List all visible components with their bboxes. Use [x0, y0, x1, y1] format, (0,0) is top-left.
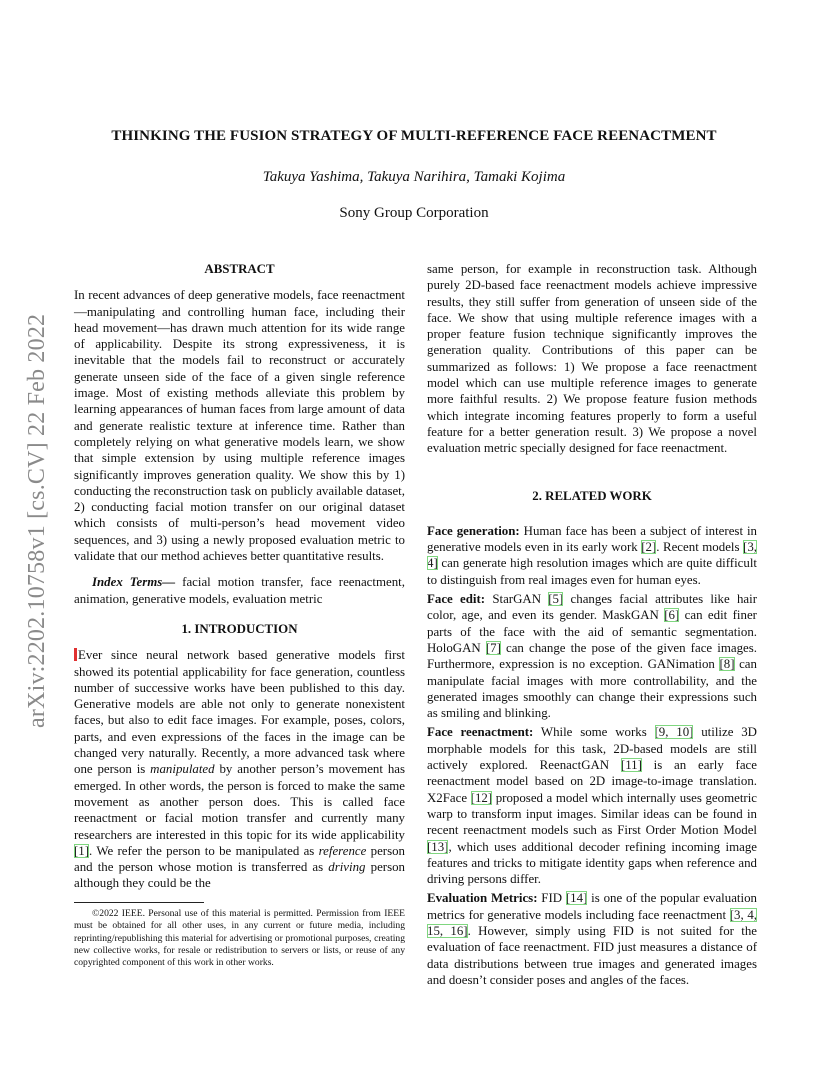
index-terms-text: facial motion transfer, face reenactment, animation, generative models, evaluation metric: [74, 575, 405, 606]
abstract-heading: ABSTRACT: [204, 262, 275, 276]
citation-link[interactable]: [3, 4]: [427, 540, 757, 571]
index-terms-label: Index Terms—: [92, 575, 176, 590]
footnote-block: [74, 902, 405, 970]
citation-link[interactable]: [11]: [620, 758, 642, 773]
face-reenactment-paragraph: Face reenactment: While some works [9, 10] utilize 3D morphable models for this task, 2D-based models are still actively explored. ReenactGAN [11] is an early face reenactment model based on 2D image-to-image translation. X2Face [12] proposed a model which internally uses geometric warp to transform input images. Similar ideas can be found in recent reenactment models such as First Order Motion Model [13], which uses additional decoder refining incoming image features and tricks to mitigate identity gaps when reference and driving persons differ.: [427, 725, 758, 887]
abstract-text: In recent advances of deep generative models, face reenactment —manipulating and controlling human face, including their head movement—has drawn much attention for its wide range of applicability. Despite its strong expressiveness, it is inevitable that the models fail to reconstruct or accurately generate unseen side of the face of a given single reference image. Most of existing methods alleviate this problem by learning appearances of human faces from large amount of data and generate realistic texture at inference time. Rather than completely relying on what generative models learn, we show that simple extension by using multiple reference images significantly improves generation quality. We show this by 1) conducting the reconstruction task on publicly available dataset, 2) conducting facial motion transfer on our original dataset which consists of multi-person’s head movement video sequences, and 3) using a newly proposed evaluation metric to validate that our method achieves better quantitative results.: [74, 288, 405, 564]
paper-title: THINKING THE FUSION STRATEGY OF MULTI-REFERENCE FACE REENACTMENT: [111, 128, 717, 144]
face-generation-paragraph: Face generation: Human face has been a subject of interest in generative models even in its early work [2]. Recent models [3, 4] can generate high resolution images which are quite difficult to distinguish from real images even for human eyes.: [427, 523, 757, 587]
evaluation-metrics-paragraph: Evaluation Metrics: FID [14] is one of the popular evaluation metrics for generative models including face reenactment [3, 4, 15, 16]. However, simply using FID is not suited for the evaluation of face reenactment. FID just measures a distance of data distributions between true images and generated images and doesn’t consider poses and angles of the faces.: [427, 891, 757, 987]
left-column: [74, 261, 405, 970]
index-terms: [74, 574, 405, 607]
citation-link[interactable]: [12]: [470, 790, 493, 805]
citation-link[interactable]: [1]: [74, 843, 90, 858]
citation-link[interactable]: [14]: [565, 891, 588, 906]
footnote-rule: [74, 902, 204, 903]
paper-authors: Takuya Yashima, Takuya Narihira, Tamaki Kojima: [262, 169, 566, 185]
copyright-footnote: ©2022 IEEE. Personal use of this material is permitted. Permission from IEEE must be obtained for all other uses, in any current or future media, including reprinting/republishing this material for advertising or promotional purposes, creating new collective works, for resale or redistribution to servers or lists, or reuse of any copyrighted component of this work in other works.: [74, 907, 405, 969]
text-cursor-marker: [74, 648, 77, 661]
arxiv-sidebar-stamp: arXiv:2202.10758v1 [cs.CV] 22 Feb 2022: [24, 313, 50, 728]
citation-link[interactable]: [2]: [641, 540, 657, 555]
intro-paragraph: Ever since neural network based generative models first showed its potential applicability for face generation, countless number of successive works have been published to this day. Generative models are able not only to generate nonexistent faces, but also to edit face images. For example, poses, colors, parts, and even expressions of the faces in the image can be changed very naturally. Recently, a more advanced task where one person is manipulated by another person’s movement has emerged. In other words, the person is forced to make the same movement as another person does. This is called face reenactment or facial motion transfer and currently many researchers are interested in this topic for its wide applicability [1]. We refer the person to be manipulated as reference person and the person whose motion is transferred as driving person although they could be the: [74, 648, 406, 891]
right-column: [427, 261, 757, 988]
intro-continuation: same person, for example in reconstruction task. Although purely 2D-based face reenactment models achieve impressive results, they still suffer from generation of unseen side of the face. We show that using multiple reference images with a proper feature fusion technique significantly improves the generation quality. Contributions of this paper can be summarized as follows: 1) We propose a face reenactment model which can use multiple reference images to generate more faithful results. 2) We propose feature fusion methods which integrate incoming features properly to form a useful feature for a better generation result. 3) We propose a novel evaluation metric specially designed for face reenactment.: [427, 262, 757, 456]
intro-heading: 1. INTRODUCTION: [181, 621, 298, 636]
citation-link[interactable]: [6]: [664, 608, 680, 623]
citation-link[interactable]: [3, 4, 15, 16]: [427, 907, 757, 938]
paper-affiliation: Sony Group Corporation: [339, 205, 489, 221]
citation-link[interactable]: [7]: [485, 640, 501, 655]
citation-link[interactable]: [8]: [719, 657, 735, 672]
citation-link[interactable]: [13]: [427, 839, 449, 854]
citation-link[interactable]: [5]: [548, 592, 564, 607]
citation-link[interactable]: [9, 10]: [654, 725, 694, 740]
related-work-heading: 2. RELATED WORK: [532, 488, 652, 503]
face-edit-paragraph: Face edit: StarGAN [5] changes facial attributes like hair color, age, and even its gender. MaskGAN [6] can edit finer parts of the face with the aid of semantic segmentation. HoloGAN [7] can change the pose of the given face images. Furthermore, expression is no exception. GANimation [8] can manipulate facial images with more controllability, and the generated images smoothly can change their expressions such as smiling and blinking.: [427, 592, 758, 721]
